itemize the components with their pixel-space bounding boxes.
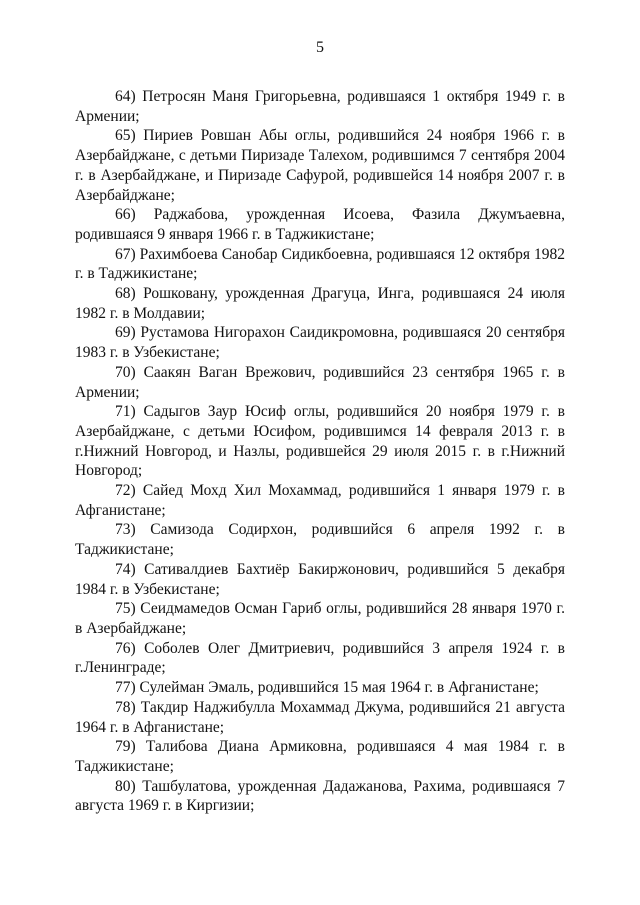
list-item: 69) Рустамова Нигорахон Саидикромовна, родившаяся 20 сентября 1983 г. в Узбекистане;	[75, 324, 565, 362]
list-item: 77) Сулейман Эмаль, родившийся 15 мая 1964 г. в Афганистане;	[115, 679, 539, 697]
list-item: 76) Соболев Олег Дмитриевич, родившийся 3 апреля 1924 г. в г.Ленинграде;	[75, 639, 565, 677]
list-item: 65) Пириев Ровшан Абы оглы, родившийся 24 ноября 1966 г. в Азербайджане, с детьми Пиризаде Талехом, родившимся 7 сентября 2004 г. в Азербайджане, и Пиризаде Сафурой, родившейся 14 ноября 2007 г. в Азербайджане;	[75, 127, 565, 204]
page-number: 5	[316, 39, 324, 56]
list-item: 70) Саакян Ваган Врежович, родившийся 23 сентября 1965 г. в Армении;	[75, 363, 565, 401]
list-item: 64) Петросян Маня Григорьевна, родившаяся 1 октября 1949 г. в Армении;	[75, 88, 565, 125]
list-item: 75) Сеидмамедов Осман Гариб оглы, родившийся 28 января 1970 г. в Азербайджане;	[75, 600, 565, 637]
entry-list	[75, 87, 565, 816]
list-item: 80) Ташбулатова, урожденная Дадажанова, Рахима, родившаяся 7 августа 1969 г. в Киргизии;	[75, 777, 565, 815]
list-item: 74) Сативалдиев Бахтиёр Бакиржонович, родившийся 5 декабря 1984 г. в Узбекистане;	[75, 560, 565, 598]
list-item: 71) Садыгов Заур Юсиф оглы, родившийся 20 ноября 1979 г. в Азербайджане, с детьми Юсифом, родившимся 14 февраля 2013 г. в г.Нижний Новгород, и Назлы, родившейся 29 июля 2015 г. в г.Нижний Новгород;	[75, 403, 565, 480]
list-item: 73) Самизода Содирхон, родившийся 6 апреля 1992 г. в Таджикистане;	[75, 521, 565, 559]
list-item: 68) Рошковану, урожденная Драгуца, Инга, родившаяся 24 июля 1982 г. в Молдавии;	[75, 285, 565, 322]
list-item: 78) Такдир Наджибулла Мохаммад Джума, родившийся 21 августа 1964 г. в Афганистане;	[75, 698, 565, 736]
list-item: 66) Раджабова, урожденная Исоева, Фазила Джумъаевна, родившаяся 9 января 1966 г. в Таджикистане;	[75, 206, 565, 243]
list-item: 79) Талибова Диана Армиковна, родившаяся 4 мая 1984 г. в Таджикистане;	[75, 738, 565, 775]
list-item: 67) Рахимбоева Санобар Сидикбоевна, родившаяся 12 октября 1982 г. в Таджикистане;	[75, 245, 565, 283]
list-item: 72) Сайед Мохд Хил Мохаммад, родившийся 1 января 1979 г. в Афганистане;	[75, 482, 565, 519]
